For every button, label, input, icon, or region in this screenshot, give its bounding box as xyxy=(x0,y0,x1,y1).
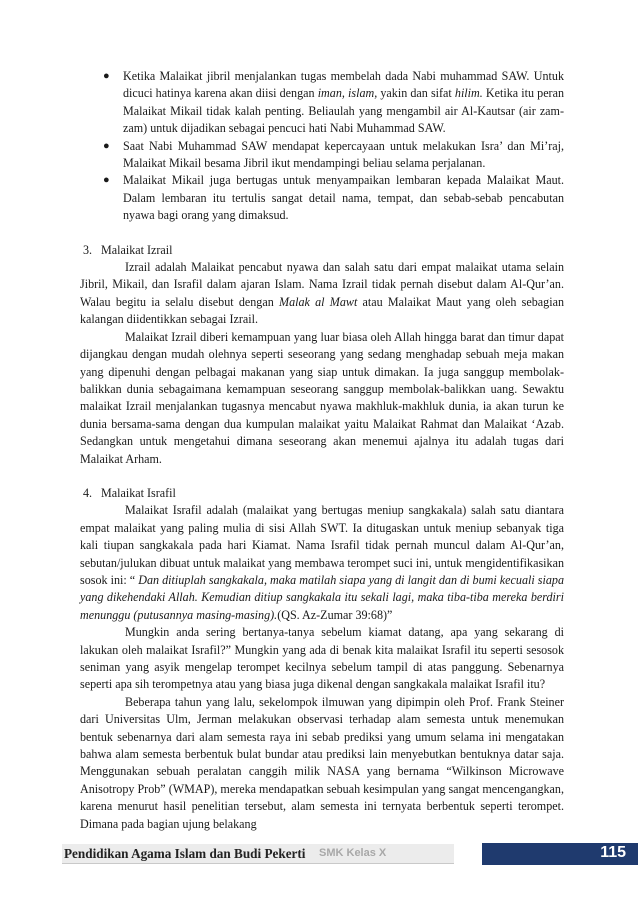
bullet-item xyxy=(103,138,564,173)
page-number-box xyxy=(482,843,638,865)
footer-bar xyxy=(62,844,454,864)
section-number: 3. xyxy=(83,242,93,257)
bullet-dot-icon: ● xyxy=(103,139,110,152)
text-run: atau Malaikat Maut yang oleh sebagian kalangan diidentikkan sebagai Izrail. xyxy=(80,294,564,327)
body-paragraph xyxy=(80,694,564,833)
body-paragraph xyxy=(80,624,564,694)
footer-book-title: Pendidikan Agama Islam dan Budi Pekerti xyxy=(64,846,306,861)
body-paragraph xyxy=(80,329,564,468)
italic-text: Dan ditiuplah sangkakala, maka matilah siapa yang di langit dan di bumi kecuali siapa yang dikehendaki Allah. Kemudian ditiup sangkakala itu sekali lagi, maka tiba-tiba mereka berdiri menunggu (putusannya masing-masing). xyxy=(80,572,564,622)
text-run: Izrail adalah Malaikat pencabut nyawa dan salah satu dari empat malaikat utama selain Jibril, Mikail, dan Israfil dalam ajaran Islam. Nama Izrail tidak pernah disebut dalam Al-Qur’an. Walau begitu ia selalu disebut dengan xyxy=(80,260,564,309)
italic-text: Malak al Mawt xyxy=(279,294,358,309)
page-footer xyxy=(62,843,626,865)
page-content xyxy=(80,68,564,833)
section-title: Malaikat Israfil xyxy=(101,485,176,500)
bullet-dot-icon: ● xyxy=(103,70,110,82)
italic-text: hilim. xyxy=(454,86,483,101)
text-run: Malaikat Israfil adalah (malaikat yang bertugas meniup sangkakala) salah satu diantara empat malaikat yang paling mulia di sisi Allah SWT. Ia ditugaskan untuk meniup sebanyak tiga kali tiupan sangkakala pada hari Kiamat. Nama Israfil tidak pernah muncul dalam Al-Qur’an, sebutan/julukan dibuat untuk malaikat yang membawa terompet suci ini, untuk mengidentifikasikan sosok ini: “ xyxy=(80,503,564,587)
text-run: Mungkin anda sering bertanya-tanya sebelum kiamat datang, apa yang sekarang di lakukan oleh malaikat Israfil?” Mungkin yang ada di benak kita malaikat Israfil itu seperti sesosok seniman yang asyik mengelap terompet kecilnya sebelum tampil di atas panggung. Sebenarnya seperti apa sih terompetnya atau yang biasa juga dikenal dengan sangkakala malaikat Israfil itu? xyxy=(80,625,564,692)
text-run: Malaikat Mikail juga bertugas untuk menyampaikan lembaran kepada Malaikat Maut. Dalam lembaran itu tertulis sangat detail nama, tempat, dan sebab-sebab pencabutan nyawa bagi orang yang dimaksud. xyxy=(123,173,564,223)
sections xyxy=(80,242,564,833)
text-run: (QS. Az-Zumar 39:68)” xyxy=(277,607,393,622)
section-title: Malaikat Izrail xyxy=(101,242,173,257)
section-heading xyxy=(80,242,564,259)
text-run: Malaikat Izrail diberi kemampuan yang luar biasa oleh Allah hingga barat dan timur dapat dijangkau dengan mudah olehnya seperti seseorang yang sedang menghadap sebuah meja makan yang dipenuhi dengan pelbagai makanan yang siap untuk dimakan. Ia juga sanggup membolak-balikkan dunia sebagaimana kemampuan seseorang sanggup membolak-balikkan uang. Sewaktu malaikat Izrail menjalankan tugasnya mencabut nyawa makhluk-makhluk dunia, ia akan turun ke dunia bersama-sama dengan dua kumpulan malaikat yaitu Malaikat Rahmat dan Malaikat ‘Azab. Sedangkan untuk mengetahui dimana seseorang akan menemui ajalnya itu adalah tugas dari Malaikat Arham. xyxy=(80,329,564,466)
text-run: Saat Nabi Muhammad SAW mendapat kepercayaan untuk melakukan Isra’ dan Mi’raj, Malaikat Mikail besama Jibril ikut mendampingi beliau selama perjalanan. xyxy=(123,138,564,171)
bullet-list xyxy=(80,68,564,225)
footer-class-label: SMK Kelas X xyxy=(319,847,387,859)
text-run: Ketika Malaikat jibril menjalankan tugas membelah dada Nabi muhammad SAW. Untuk dicuci hatinya karena akan diisi dengan xyxy=(123,69,564,101)
bullet-item xyxy=(103,172,564,224)
bullet-item xyxy=(103,68,564,138)
body-paragraph xyxy=(80,259,564,329)
italic-text: iman, islam, xyxy=(317,86,378,101)
section-heading xyxy=(80,485,564,502)
text-run: Beberapa tahun yang lalu, sekelompok ilmuwan yang dipimpin oleh Prof. Frank Steiner dari Universitas Ulm, Jerman melakukan observasi terhadap alam semesta untuk menemukan bentuk sebenarnya dari alam semesta raya ini sebab prediksi yang umum selama ini mengatakan bahwa alam semesta berbentuk bulat bundar atau prediksi lain menyebutkan bentuknya datar saja. Menggunakan sebuah peralatan canggih milik NASA yang bernama “Wilkinson Microwave Anisotropy Prob” (WMAP), mereka mendapatkan sebuah kesimpulan yang sangat mencengangkan, karena menurut hasil penelitian tersebut, alam semesta ini ternyata berbentuk seperti terompet. Dimana pada bagian ujung belakang xyxy=(80,694,564,831)
text-run: Ketika itu peran Malaikat Mikail tidak kalah penting. Beliaulah yang mengambil air Al-Kautsar (air zam-zam) untuk dijadikan sebagai pencuci hati Nabi Muhammad SAW. xyxy=(123,86,564,136)
body-paragraph xyxy=(80,502,564,624)
text-run: yakin dan sifat xyxy=(377,86,455,101)
bullet-dot-icon: ● xyxy=(103,174,110,187)
page-number: 115 xyxy=(600,844,626,861)
section-number: 4. xyxy=(83,485,93,500)
